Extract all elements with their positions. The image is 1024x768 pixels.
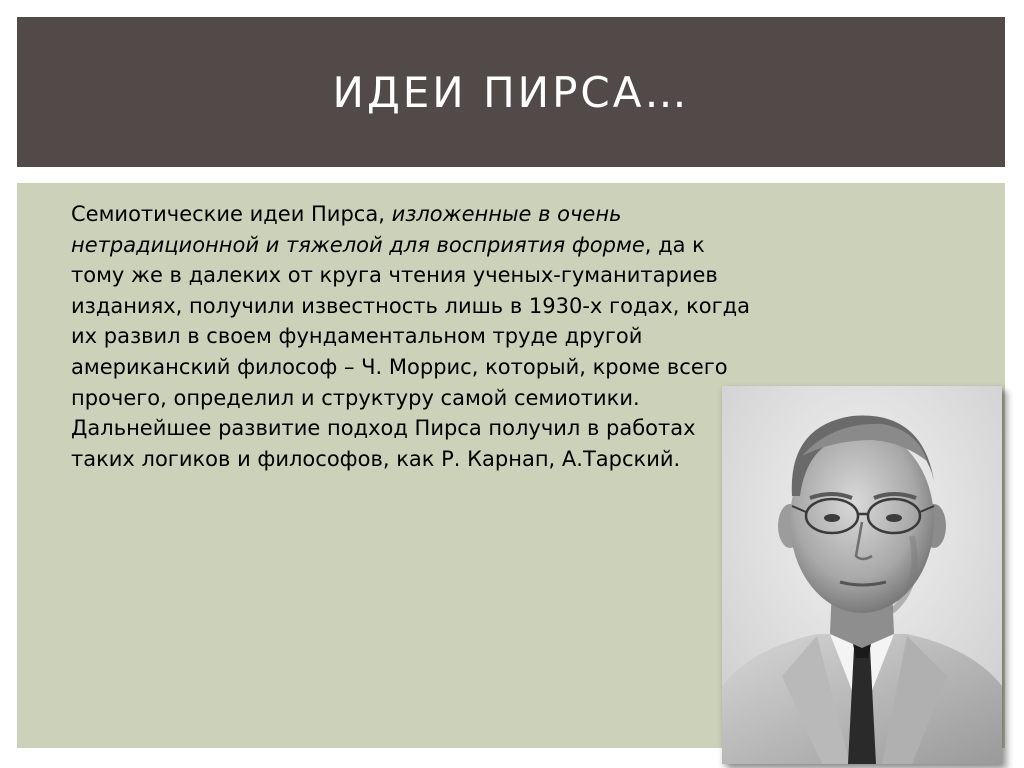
portrait-image	[722, 386, 1002, 764]
body-text-italic: изложенные в очень нетрадиционной и тяжелой для восприятия форме	[71, 202, 645, 257]
portrait-photo	[722, 386, 1002, 764]
title-bar	[17, 17, 1005, 167]
body-text	[71, 199, 761, 474]
slide-title: ИДЕИ ПИРСА…	[332, 67, 690, 117]
body-text-part1: Семиотические идеи Пирса,	[71, 202, 392, 226]
body-text-part3: , да к тому же в далеких от круга чтения ученых-гуманитариев изданиях, получили известность лишь в 1930-х годах, когда их развил в своем фундаментальном труде другой американский философ – Ч. Моррис, который, кроме всего прочего, определил и структуру самой семиотики. Дальнейшее развитие подход Пирса получил в работах таких логиков и философов, как Р. Карнап, А.Тарский.	[71, 232, 751, 471]
